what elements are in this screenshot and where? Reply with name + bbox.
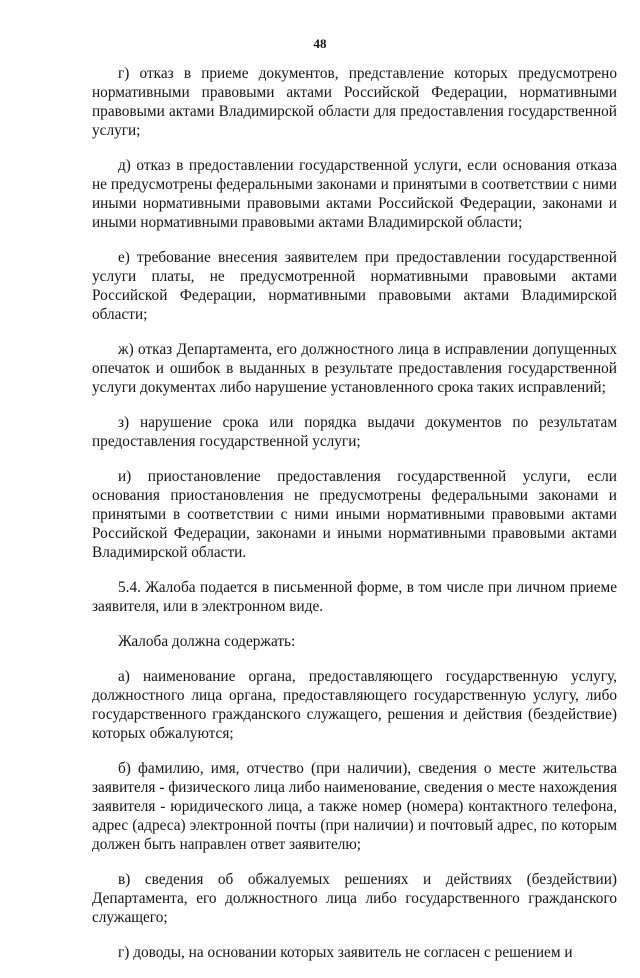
- paragraph-payment-requirement: е) требование внесения заявителем при предоставлении государственной услуги платы, не предусмотренной нормативными правовыми актами Российской Федерации, нормативными правовыми актами Владимирской области;: [92, 249, 617, 323]
- paragraph-complaint-form: 5.4. Жалоба подается в письменной форме, в том числе при личном приеме заявителя, или в электронном виде.: [92, 579, 617, 615]
- paragraph-suspension: и) приостановление предоставления государственной услуги, если основания приостановления не предусмотрены федеральными законами и принятыми в соответствии с ними иными нормативными правовыми актами Российской Федерации, законами и иными нормативными правовыми актами Владимирской области.: [92, 468, 617, 561]
- document-body: [92, 64, 617, 978]
- paragraph-refusal-service: д) отказ в предоставлении государственной услуги, если основания отказа не предусмотрены федеральными законами и принятыми в соответствии с ними иными нормативными правовыми актами Российской Федерации, законами и иными нормативными правовыми актами Владимирской области;: [92, 157, 617, 231]
- paragraph-refusal-corrections: ж) отказ Департамента, его должностного лица в исправлении допущенных опечаток и ошибок в выданных в результате предоставления государственной услуги документах либо нарушение установленного срока таких исправлений;: [92, 341, 617, 396]
- paragraph-complaint-contents-intro: Жалоба должна содержать:: [118, 633, 296, 650]
- paragraph-refusal-accept-documents: г) отказ в приеме документов, представление которых предусмотрено нормативными правовыми актами Российской Федерации, нормативными правовыми актами Владимирской области для предоставления государственной услуги;: [92, 65, 617, 139]
- page-number: 48: [313, 36, 327, 51]
- paragraph-applicant-details: б) фамилию, имя, отчество (при наличии), сведения о месте жительства заявителя - физического лица либо наименование, сведения о месте нахождения заявителя - юридического лица, а также номер (номера) контактного телефона, адрес (адреса) электронной почты (при наличии) и почтовый адрес, по которым должен быть направлен ответ заявителю;: [92, 760, 617, 853]
- paragraph-deadline-violation: з) нарушение срока или порядка выдачи документов по результатам предоставления государственной услуги;: [92, 414, 617, 450]
- paragraph-appealed-decisions: в) сведения об обжалуемых решениях и действиях (бездействии) Департамента, его должностного лица либо государственного гражданского служащего;: [92, 871, 617, 926]
- paragraph-arguments: г) доводы, на основании которых заявитель не согласен с решением и: [118, 944, 573, 961]
- paragraph-authority-name: а) наименование органа, предоставляющего государственную услугу, должностного лица органа, предоставляющего государственную услугу, либо государственного гражданского служащего, решения и действия (бездействие) которых обжалуются;: [92, 668, 617, 742]
